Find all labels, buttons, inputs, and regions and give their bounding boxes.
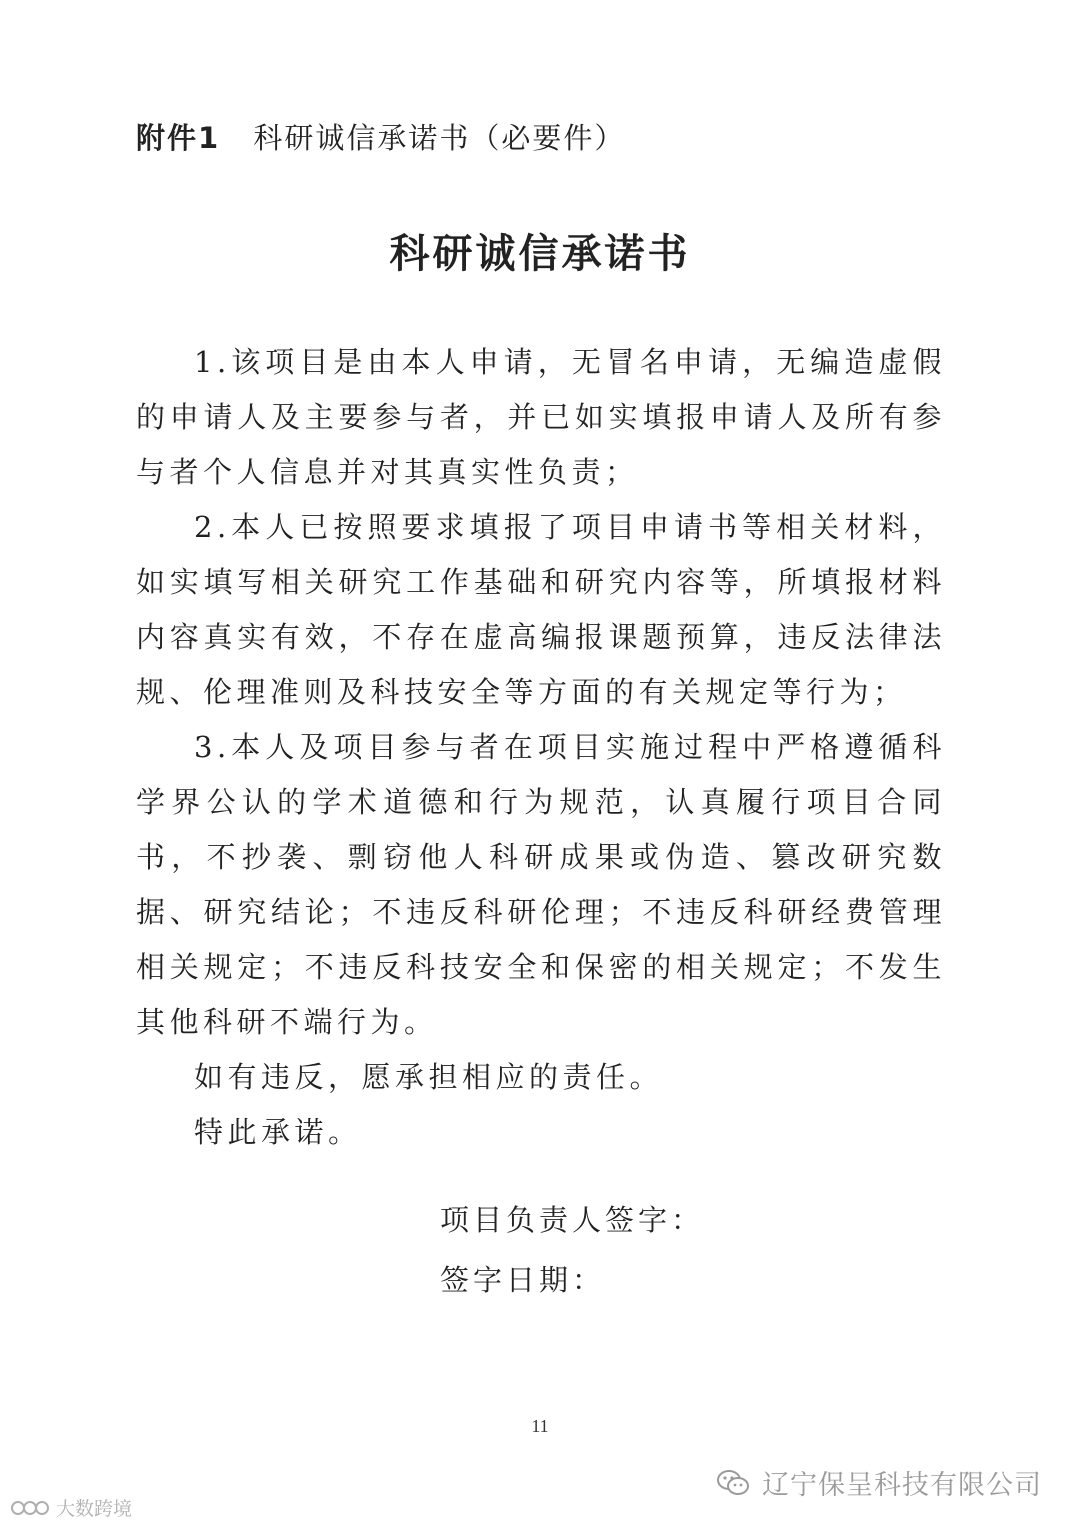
hereby-commit: 特此承诺。 [194, 1115, 362, 1149]
commitment-paragraph-2: 2.本人已按照要求填报了项目申请书等相关材料，如实填写相关研究工作基础和研究内容等，所填报材料内容真实有效，不存在虚高编报课题预算，违反法律法规、伦理准则及科技安全等方面的有关规定等行为； [136, 510, 946, 709]
commitment-paragraph-1: 1.该项目是由本人申请，无冒名申请，无编造虚假的申请人及主要参与者，并已如实填报申请人及所有参与者个人信息并对其真实性负责； [136, 345, 946, 489]
brand-watermark [10, 1494, 132, 1521]
signature-block [440, 1190, 704, 1310]
attachment-header [136, 116, 625, 157]
commitment-body [136, 335, 946, 1160]
violation-statement: 如有违反，愿承担相应的责任。 [194, 1060, 664, 1094]
commitment-paragraph-3: 3.本人及项目参与者在项目实施过程中严格遵循科学界公认的学术道德和行为规范，认真履行项目合同书，不抄袭、剽窃他人科研成果或伪造、篡改研究数据、研究结论；不违反科研伦理；不违反科研经费管理相关规定；不违反科技安全和保密的相关规定；不发生其他科研不端行为。 [136, 730, 946, 1039]
brand-logo-icon [10, 1497, 50, 1519]
attachment-label: 附件1 [136, 121, 221, 155]
wechat-icon [716, 1468, 750, 1498]
sign-date-label: 签字日期： [440, 1263, 606, 1297]
document-title: 科研诚信承诺书 [389, 231, 691, 277]
company-watermark [716, 1463, 1042, 1502]
company-name: 辽宁保呈科技有限公司 [762, 1470, 1042, 1501]
attachment-title: 科研诚信承诺书（必要件） [253, 121, 626, 155]
page-number: 11 [531, 1416, 549, 1436]
signer-label: 项目负责人签字： [440, 1203, 705, 1237]
brand-name: 大数跨境 [56, 1498, 133, 1520]
